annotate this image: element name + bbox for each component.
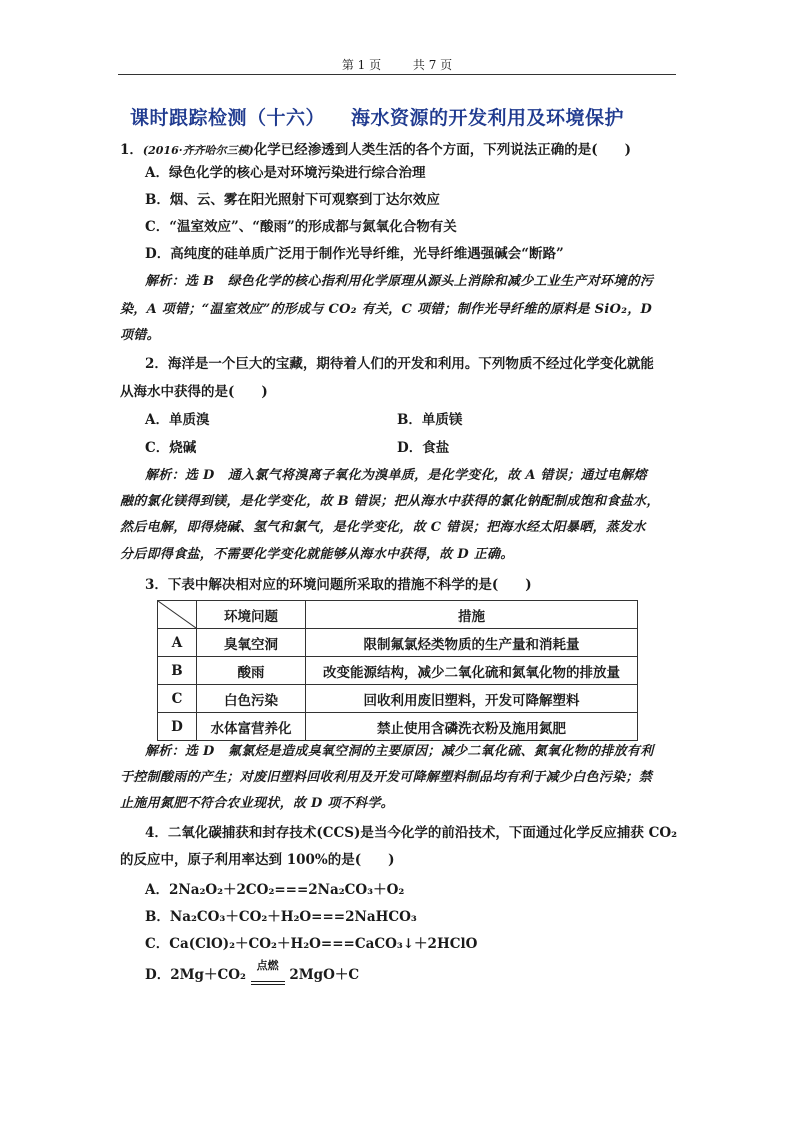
q4-option-a: A．2Na₂O₂＋2CO₂===2Na₂CO₃＋O₂ (145, 882, 405, 898)
page-title (130, 103, 624, 130)
title-sub: 海水资源的开发利用及环境保护 (351, 107, 625, 129)
table-row (158, 685, 638, 713)
q3-analysis-line: 止施用氮肥不符合农业现状，故 D 项不科学。 (120, 796, 394, 811)
q1-source: (2016·齐齐哈尔三模) (142, 144, 254, 157)
diagonal-line-icon (158, 601, 196, 628)
condition-label: 点燃 (256, 959, 279, 972)
equals-sign-icon (251, 981, 285, 985)
table-cell-option: D (158, 713, 197, 741)
q2-option-c: C．烧碱 (145, 440, 197, 456)
q2-option-d: D．食盐 (397, 440, 450, 456)
q3-analysis-line: 解析：选 D 氟氯烃是造成臭氧空洞的主要原因；减少二氧化硫、氮氧化物的排放有利 (145, 744, 654, 759)
table-cell-problem: 臭氧空洞 (197, 629, 306, 657)
table-cell-option: A (158, 629, 197, 657)
q1-option-b: B．烟、云、雾在阳光照射下可观察到丁达尔效应 (145, 192, 440, 208)
q2-analysis-line: 然后电解，即得烧碱、氢气和氯气，是化学变化，故 C 错误；把海水经太阳暴晒，蒸发水 (120, 520, 646, 535)
table-cell-problem: 水体富营养化 (197, 713, 306, 741)
q2-stem-line: 从海水中获得的是( ) (120, 384, 268, 400)
reaction-condition (251, 959, 285, 985)
q3-stem: 3．下表中解决相对应的环境问题所采取的措施不科学的是( ) (145, 577, 532, 593)
q4-stem-line: 的反应中，原子利用率达到 100%的是( ) (120, 852, 395, 868)
page-total: 共 7 页 (412, 58, 453, 72)
table-corner-cell (158, 601, 197, 629)
table-cell-problem: 酸雨 (197, 657, 306, 685)
q2-option-b: B．单质镁 (397, 412, 463, 428)
q2-analysis-line: 解析：选 D 通入氯气将溴离子氧化为溴单质，是化学变化，故 A 错误；通过电解熔 (145, 468, 647, 483)
q1-option-c: C．“温室效应”、“酸雨”的形成都与氮氧化合物有关 (145, 219, 457, 235)
table-cell-option: C (158, 685, 197, 713)
table-cell-measure: 限制氟氯烃类物质的生产量和消耗量 (306, 629, 638, 657)
q1-option-d: D．高纯度的硅单质广泛用于制作光导纤维，光导纤维遇强碱会“断路” (145, 246, 564, 262)
q4-option-c: C．Ca(ClO)₂＋CO₂＋H₂O===CaCO₃↓＋2HClO (145, 936, 478, 952)
q2-analysis-line: 融的氯化镁得到镁，是化学变化，故 B 错误；把从海水中获得的氯化钠配制成饱和食盐水， (120, 494, 660, 509)
table-cell-problem: 白色污染 (197, 685, 306, 713)
q3-analysis-line: 于控制酸雨的产生；对废旧塑料回收利用及开发可降解塑料制品均有利于减少白色污染；禁 (120, 770, 653, 785)
q4-option-d: D．2Mg＋CO₂ 点燃 2MgO＋C (145, 959, 360, 983)
table-row (158, 629, 638, 657)
q4-option-b: B．Na₂CO₃＋CO₂＋H₂O===2NaHCO₃ (145, 909, 417, 925)
q2-analysis-line: 分后即得食盐，不需要化学变化就能够从海水中获得，故 D 正确。 (120, 547, 514, 562)
table-cell-measure: 禁止使用含磷洗衣粉及施用氮肥 (306, 713, 638, 741)
q1-stem: 1．(2016·齐齐哈尔三模)化学已经渗透到人类生活的各个方面，下列说法正确的是( ) (120, 142, 632, 158)
table-header-measure: 措施 (306, 601, 638, 629)
q4-stem-line: 4．二氧化碳捕获和封存技术(CCS)是当今化学的前沿技术，下面通过化学反应捕获 CO₂ (145, 825, 678, 841)
table-row (158, 713, 638, 741)
environment-table (157, 600, 638, 741)
q1-analysis-line: 项错。 (120, 328, 160, 343)
table-cell-option: B (158, 657, 197, 685)
table-header-problem: 环境问题 (197, 601, 306, 629)
q1-analysis-line: 染，A 项错；“温室效应”的形成与 CO₂ 有关，C 项错；制作光导纤维的原料是 SiO₂，D (120, 302, 653, 317)
q1-analysis-line: 解析：选 B 绿色化学的核心指利用化学原理从源头上消除和减少工业生产对环境的污 (145, 274, 654, 289)
page-number: 第 1 页 (341, 58, 382, 72)
page-header (118, 56, 676, 75)
table-header-row (158, 601, 638, 629)
table-cell-measure: 改变能源结构，减少二氧化硫和氮氧化物的排放量 (306, 657, 638, 685)
table-row (158, 657, 638, 685)
table-cell-measure: 回收利用废旧塑料，开发可降解塑料 (306, 685, 638, 713)
q2-stem-line: 2．海洋是一个巨大的宝藏，期待着人们的开发和利用。下列物质不经过化学变化就能 (145, 356, 654, 372)
title-main: 课时跟踪检测（十六） (130, 107, 326, 129)
q2-option-a: A．单质溴 (145, 412, 210, 428)
q1-option-a: A．绿色化学的核心是对环境污染进行综合治理 (145, 165, 426, 181)
